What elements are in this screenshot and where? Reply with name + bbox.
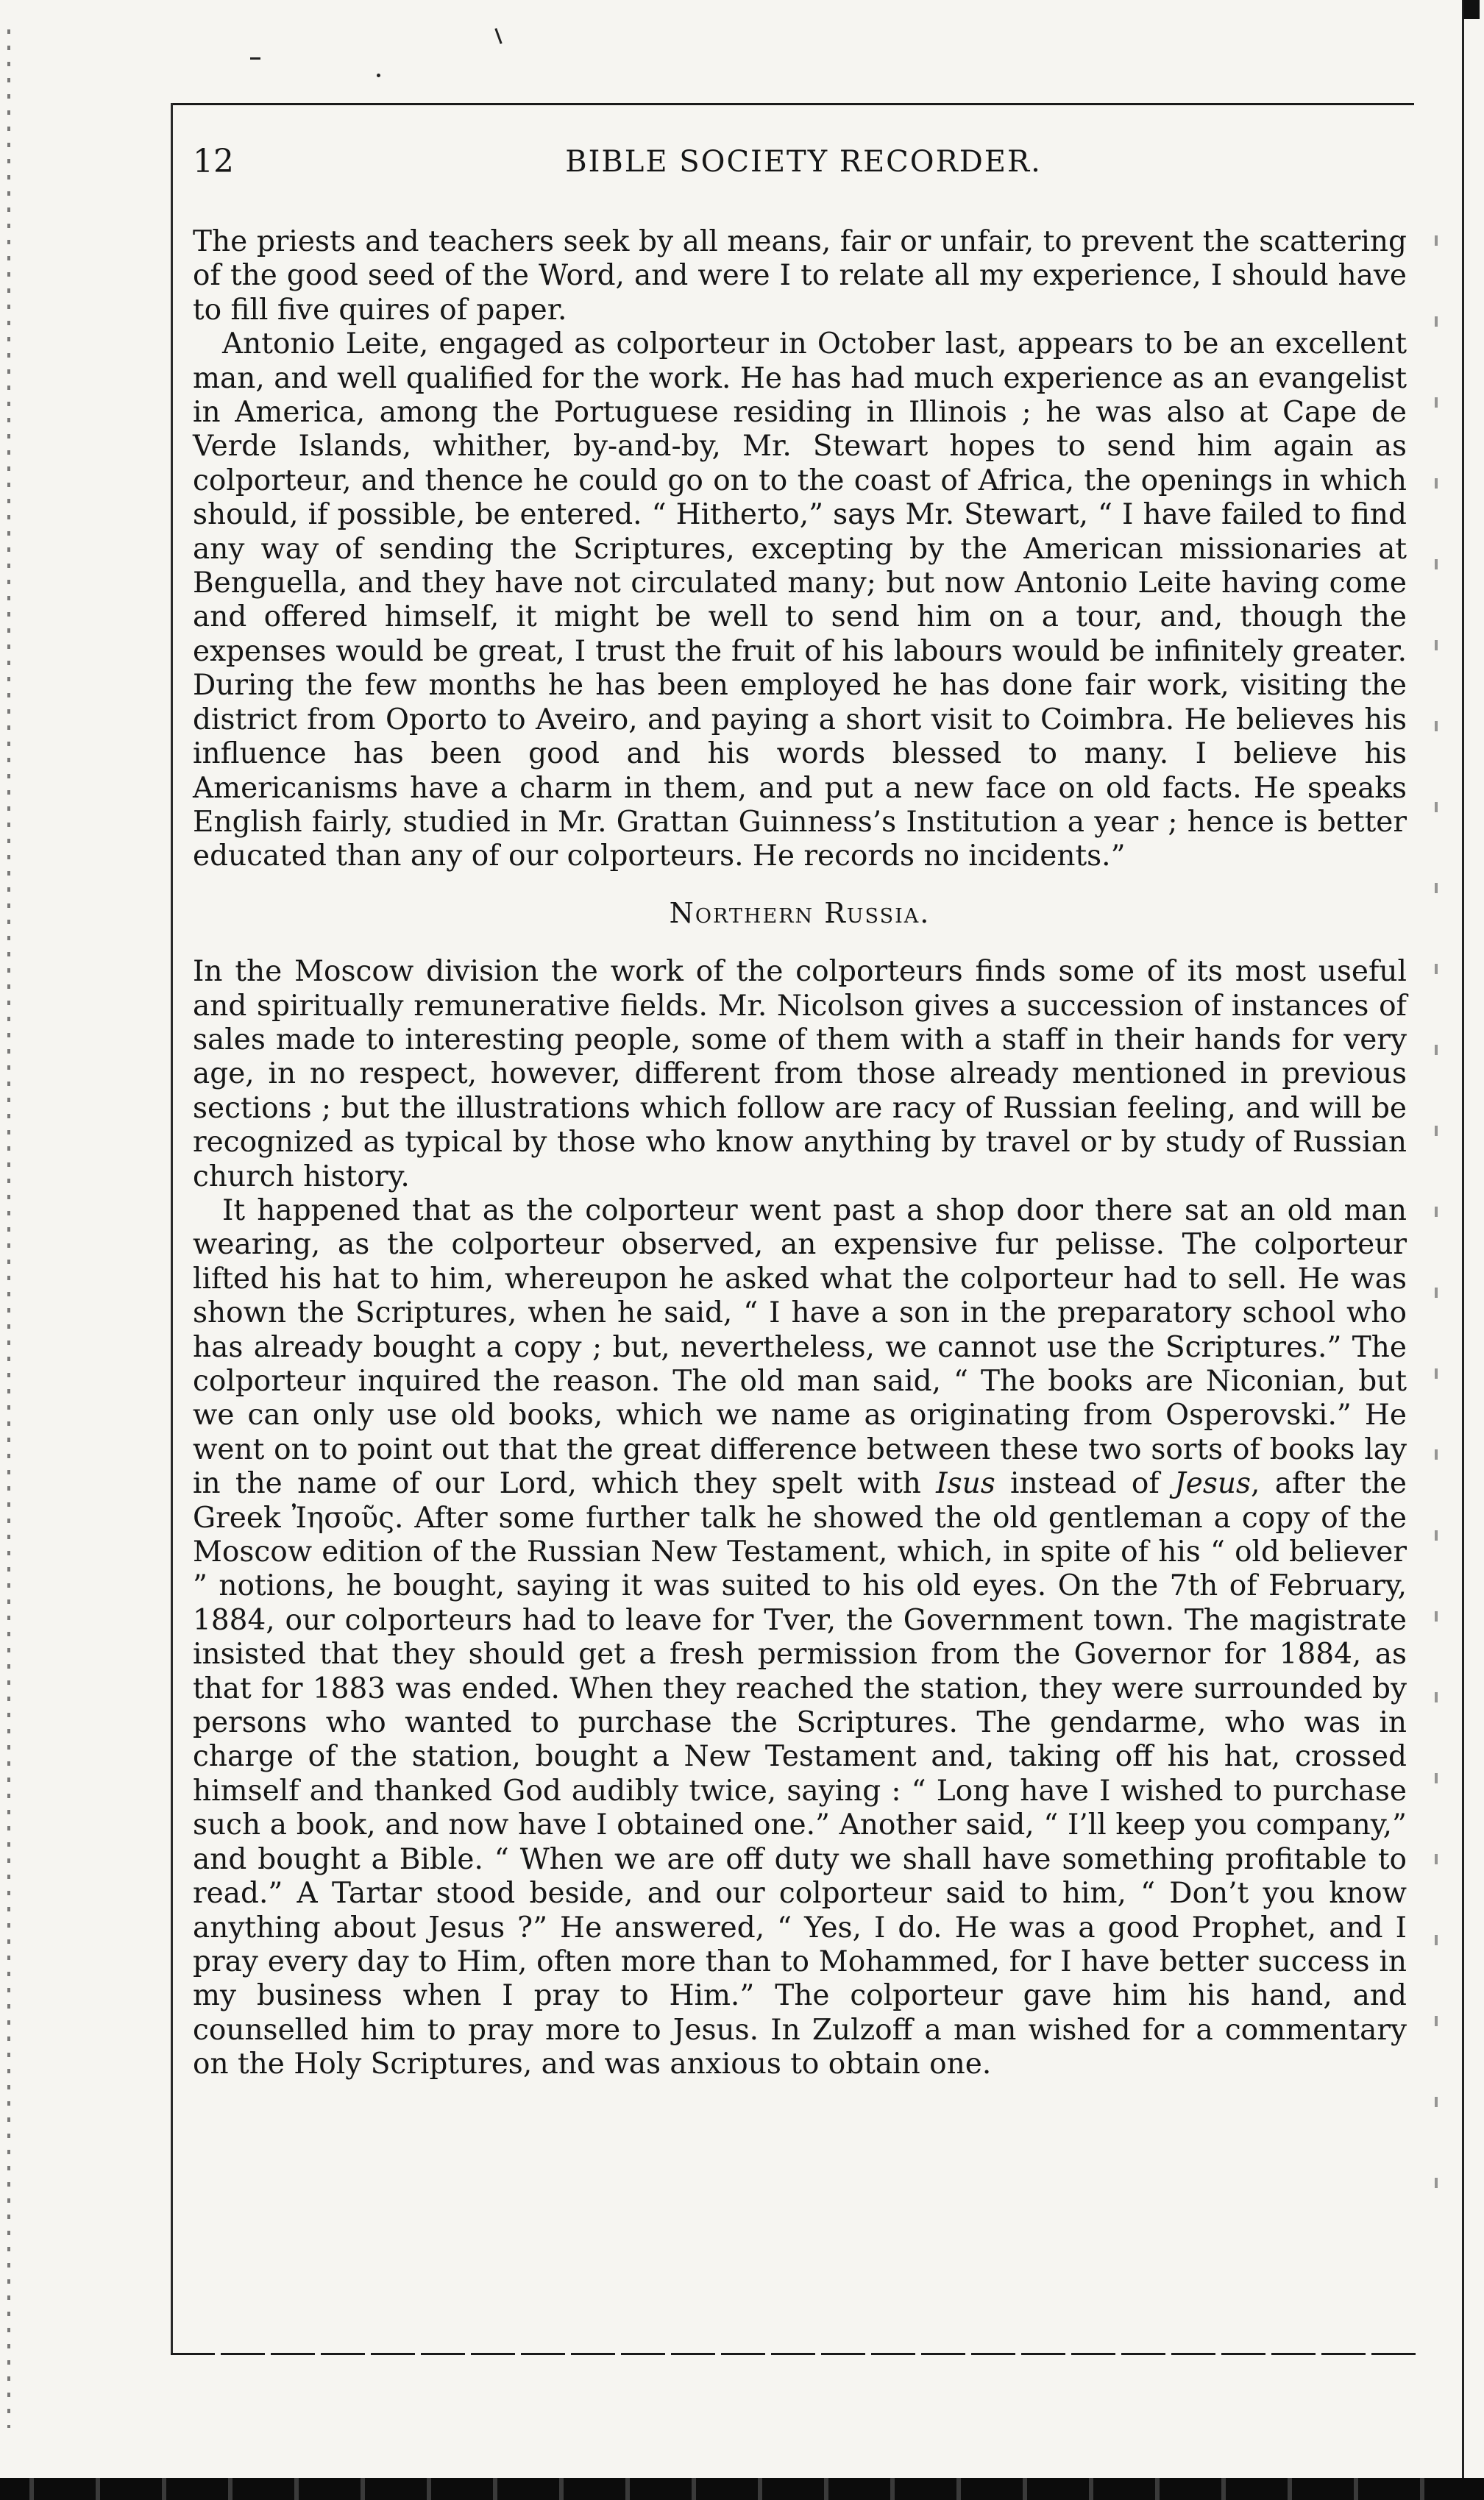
italic-word: Isus	[936, 1467, 995, 1501]
paragraph-text: , after the Greek	[193, 1467, 1407, 1535]
page-frame-left	[171, 103, 173, 2354]
right-page-edge-corner	[1463, 0, 1480, 19]
paragraph-text: instead of	[995, 1467, 1175, 1501]
scan-mark	[250, 57, 260, 60]
page-number: 12	[193, 143, 234, 180]
page-frame-bottom	[171, 2353, 1421, 2355]
paragraph: In the Moscow division the work of the colporteurs finds some of its most useful and spiritually remunerative fields. Mr. Nicolson gives a succession of instances of sales made to interesting people, some of them with a staff in their hands for very age, in no respect, however, different from those already mentioned in previous sections ; but the illustrations which follow are racy of Russian feeling, and will be recognized as typical by those who know anything by travel or by study of Russian church history.	[193, 955, 1407, 1193]
page-frame-top	[171, 103, 1414, 105]
right-page-edge	[1459, 0, 1484, 2500]
right-margin-marks	[1435, 235, 1438, 2222]
scan-mark	[377, 74, 380, 77]
paragraph-text: It happened that as the colporteur went past a shop door there sat an old man wearing, as the colporteur observed, an expensive fur pelisse. The colporteur lifted his hat to him, whereupon he asked what the colporteur had to sell. He was shown the Scriptures, when he said, “ I have a son in the preparatory school who has already bought a copy ; but, nevertheless, we cannot use the Scriptures.” The colporteur inquired the reason. The old man said, “ The books are Niconian, but we can only use old books, which we name as originating from Osperovski.” He went on to point out that the great difference between these two sorts of books lay in the name of our Lord, which they spelt with	[193, 1193, 1407, 1501]
running-title: BIBLE SOCIETY RECORDER.	[565, 145, 1042, 179]
scan-bottom-band	[0, 2478, 1484, 2500]
paragraph-text: . After some further talk he showed the old gentleman a copy of the Moscow edition of the Russian New Testament, which, in spite of his “ old believer ” notions, he bought, saying it was suited to his old eyes. On the 7th of February, 1884, our colporteurs had to leave for Tver, the Government town. The magistrate insisted that they should get a fresh permission from the Governor for 1884, as that for 1883 was ended. When they reached the station, they were surrounded by persons who wanted to purchase the Scriptures. The gendarme, who was in charge of the station, bought a New Testament and, taking off his hat, crossed himself and thanked God audibly twice, saying : “ Long have I wished to purchase such a book, and now have I obtained one.” Another said, “ I’ll keep you company,” and bought a Bible. “ When we are off duty we shall have something profitable to read.” A Tartar stood beside, and our colporteur said to him, “ Don’t you know anything about Jesus ?” He answered, “ Yes, I do. He was a good Prophet, and I pray every day to Him, often more than to Mohammed, for I have better success in my business when I pray to Him.” The colporteur gave him his hand, and counselled him to pray more to Jesus. In Zulzoff a man wished for a commentary on the Holy Scriptures, and was anxious to obtain one.	[193, 1501, 1407, 2081]
paragraph: Antonio Leite, engaged as colporteur in October last, appears to be an excellent man, and well qualified for the work. He has had much experience as an evangelist in America, among the Portuguese residing in Illinois ; he was also at Cape de Verde Islands, whither, by-and-by, Mr. Stewart hopes to send him again as colporteur, and thence he could go on to the coast of Africa, the openings in which should, if possible, be entered. “ Hitherto,” says Mr. Stewart, “ I have failed to find any way of sending the Scriptures, excepting by the American missionaries at Benguella, and they have not circulated many; but now Antonio Leite having come and offered himself, it might be well to send him on a tour, and, though the expenses would be great, I trust the fruit of his labours would be infinitely greater. During the few months he has been employed he has done fair work, visiting the district from Oporto to Aveiro, and paying a short visit to Coimbra. He believes his influence has been good and his words blessed to many. I believe his Americanisms have a charm in them, and put a new face on old facts. He speaks English fairly, studied in Mr. Grattan Guinness’s Institution a year ; hence is better educated than any of our colporteurs. He records no incidents.”	[193, 327, 1407, 873]
paragraph	[193, 1194, 1407, 2082]
left-margin-dots	[7, 29, 10, 2428]
article-body	[193, 225, 1407, 2082]
paragraph: The priests and teachers seek by all means, fair or unfair, to prevent the scattering of the good seed of the Word, and were I to relate all my experience, I should have to fill five quires of paper.	[193, 225, 1407, 327]
scan-mark	[494, 28, 502, 44]
section-heading: Northern Russia.	[669, 896, 931, 929]
greek-word: Ἰησοῦς	[291, 1501, 394, 1535]
page-header	[193, 140, 1414, 184]
italic-word: Jesus	[1174, 1467, 1252, 1501]
